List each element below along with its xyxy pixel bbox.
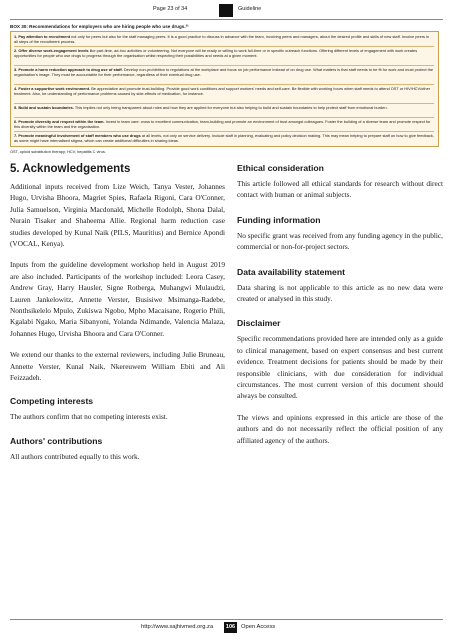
box-footnote: OST, opioid substitution therapy; HCV, hepatitis C virus.	[10, 149, 106, 154]
box-item	[14, 105, 434, 115]
box-item-text: at all levels, not only on service delivery. Include staff in planning, evaluating and policy decision making. This may mean helping to prepare staff on how to give feedback, as some might have internalised stigma, which can create additional difficulties in sharing ideas.	[14, 133, 434, 143]
competing-interests-text: The authors confirm that no competing interests exist.	[10, 411, 168, 421]
box-item	[14, 119, 434, 129]
header-rule	[10, 19, 443, 20]
disclaimer-heading: Disclaimer	[237, 318, 281, 329]
authors-contributions-heading: Authors' contributions	[10, 435, 103, 446]
funding-text: No specific grant was received from any funding agency in the public, commercial or non-for-project sectors.	[237, 230, 443, 252]
acknowledgements-paragraph: We extend our thanks to the external reviewers, including Julie Bruneau, Annette Verster, Kunal Naik, Nkereuwem William Ebiti and Ali Feizzadeh.	[10, 350, 225, 383]
box-item-text: like part-time, ad-hoc activities or volunteering. Not everyone will be ready or willing to work full-time or in specific outreach functions. Offering different levels of engagement with work creates opportunities for people who use drugs to progress through the organisation whilst respecting their possibilities and needs at a given moment.	[14, 48, 418, 58]
box-item-lead: 7. Promote meaningful involvement of staff members who use drugs	[14, 133, 141, 138]
box-divider	[14, 117, 434, 118]
box-item-lead: 4. Foster a supportive work environment.	[14, 86, 91, 91]
footer-rule	[10, 619, 443, 620]
page-number: 106	[224, 622, 237, 633]
box-item-lead: 6. Promote diversity and respect within the team.	[14, 119, 105, 124]
funding-heading: Funding information	[237, 214, 321, 225]
journal-section: Guideline	[238, 6, 262, 12]
data-availability-heading: Data availability statement	[237, 266, 345, 277]
box-item-text: Develop non-prohibition to regulations at the workplace and focus on job performance instead of on drug use. What matters is that staff needs to be fit for work and must protect the organisation's image. They must be accountable for their performance, regardless of their eventual drug use.	[14, 67, 434, 77]
box-item-lead: 2. Offer diverse work-engagement levels	[14, 48, 89, 53]
box-divider	[14, 84, 434, 85]
authors-contributions-text: All authors contributed equally to this work.	[10, 451, 140, 461]
left-column	[10, 163, 225, 462]
ethical-consideration-text: This article followed all ethical standards for research without direct contact with human or animal subjects.	[237, 179, 443, 200]
page-label: Page 23 of 34	[153, 6, 188, 12]
box-item	[14, 67, 434, 82]
box-item	[14, 86, 434, 101]
competing-interests-heading: Competing interests	[10, 395, 94, 406]
box-item-text: Invest in team care: cross to excellent communication, team-building and promote an environment of trust amongst colleagues. Foster the building of a diverse team and promote respect for this diversity within the team and the organisation.	[14, 119, 431, 129]
box-item-lead: 1. Pay attention to recruitment	[14, 34, 70, 39]
box-divider	[14, 103, 434, 104]
box-item-text: Be appreciative and promote trust-building. Provide good work conditions and support workers' needs and self-care. Be flexible with working hours when staff needs to attend OST or HIV/HCV/other treatment. Also, be understanding of performance problems caused by side-effects of medication, for instance.	[14, 86, 431, 96]
journal-url-link[interactable]: http://www.sajhivmed.org.za	[141, 624, 214, 630]
box-item-lead: 5. Build and sustain boundaries.	[14, 105, 74, 110]
box-item	[14, 48, 434, 63]
box-divider	[14, 131, 434, 132]
box-divider	[14, 65, 434, 66]
box-item-lead: 3. Promote a harm reduction approach to drug use of staff.	[14, 67, 123, 72]
data-availability-text: Data sharing is not applicable to this article as no new data were created or analysed in this study.	[237, 282, 443, 304]
disclaimer-paragraph: The views and opinions expressed in this article are those of the authors and do not necessarily reflect the official position of any affiliated agency of the authors.	[237, 412, 443, 445]
box-item-text: not only for peers but also for the staff managing peers. It is a good practice to discuss in advance with the team, involving peers and managers, about the desired profile and skills of new staff. Involve peers in all steps of the recruitment process.	[14, 34, 430, 44]
disclaimer-paragraph: Specific recommendations provided here are intended only as a guide to clinical management, based on expert consensus and best current evidence. Treatment decisions for patients should be made by their responsible clinicians, with due consideration for individual circumstances. The most current version of this document should always be consulted.	[237, 334, 443, 401]
box-title: BOX 30: Recommendations for employers who are hiring people who use drugs.³¹	[10, 24, 189, 29]
ethical-consideration-heading: Ethical consideration	[237, 163, 324, 173]
right-column	[237, 163, 443, 446]
header-marker	[219, 4, 233, 17]
recommendations-box	[10, 31, 439, 147]
acknowledgements-heading: 5. Acknowledgements	[10, 163, 131, 175]
box-item-text: This implies not only being transparent about roles and how they are applied for everyone but also helping to build and sustain boundaries to help protect staff from emotional burden.	[73, 105, 388, 110]
box-item	[14, 133, 434, 143]
box-item	[14, 34, 434, 44]
box-divider	[14, 46, 434, 47]
page-header	[0, 4, 453, 18]
open-access-label: Open Access	[241, 624, 276, 630]
acknowledgements-paragraph: Inputs from the guideline development workshop held in August 2019 are also included. Participants of the workshop included: Leora Casey, Andrew Gray, Harry Hausler, Signe Rotberga, Muhangwi Mulaudzi, Lauren Jankelowitz, Annette Verster, Busisiwe Msimanga-Radebe, Nonthsikelelo Mpulo, Zukiswa Ngobo, Mpho Macaisane, Rogerio Phili, Kgalabi Ngako, Maria Sibanyoni, Yolanda Ndimande, Valencia Malaza, Johannes Hugo, Urvisha Bhoora and Cara O'Conner.	[10, 260, 225, 338]
acknowledgements-paragraph: Additional inputs received from Lize Weich, Tanya Vester, Johannes Hugo, Urvisha Bhoora, Magriet Spies, Rafaela Rigoni, Cara O'Conner, Julia Samuelson, Virginia Macdonald, Michelle Rodolph, Shona Dalal, Nurain Tisaker and Shaheema Allie. Regional harm reduction case studies developed by Kunal Naik (PILS, Mauritius) and Bernice Apondi (VOCAL, Kenya).	[10, 182, 225, 249]
